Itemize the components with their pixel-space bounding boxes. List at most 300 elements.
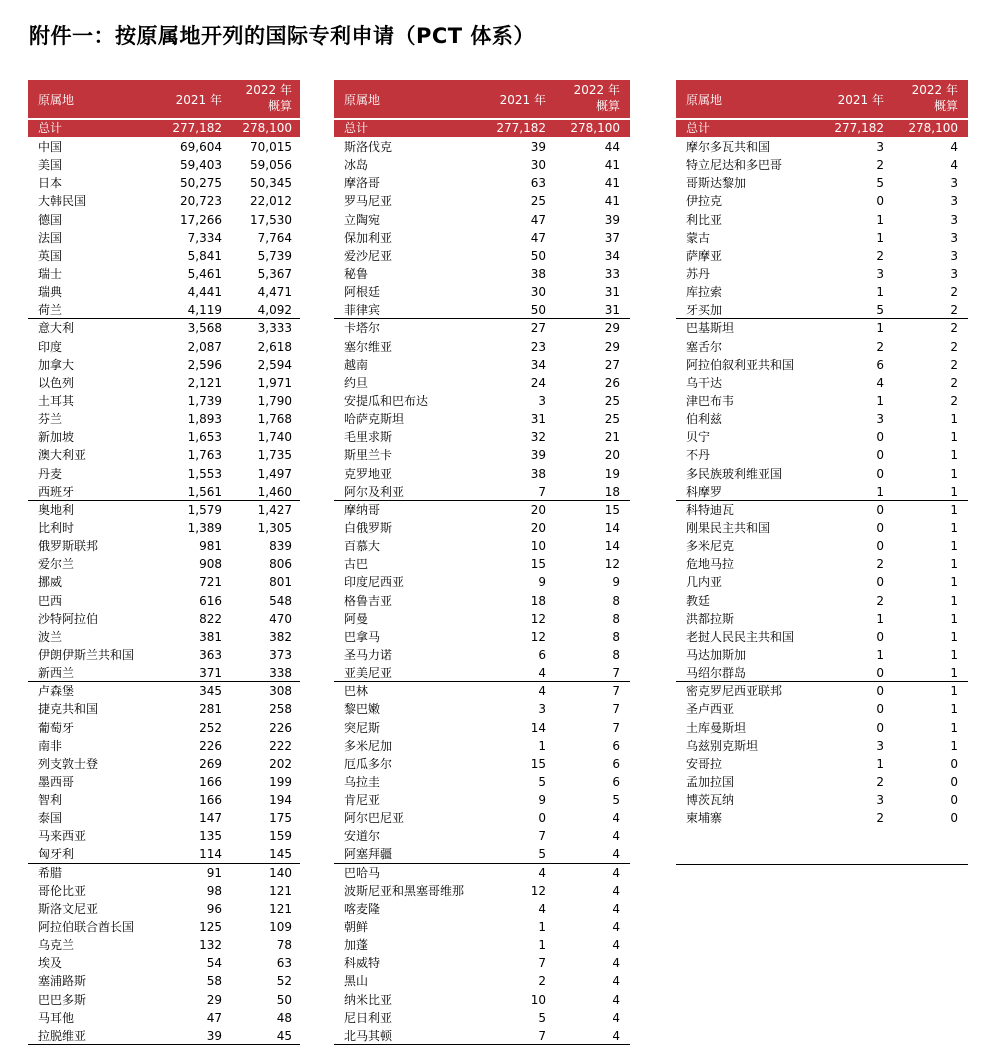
value-2022: 2,618 [257, 339, 292, 354]
value-2021: 3 [876, 738, 884, 753]
value-2021: 1 [876, 611, 884, 626]
table-row [334, 882, 630, 900]
origin-name: 瑞典 [38, 285, 63, 300]
value-2021: 32 [530, 430, 546, 445]
table-row [676, 664, 968, 682]
origin-name: 阿尔及利亚 [344, 484, 405, 499]
value-2022: 33 [604, 266, 620, 281]
origin-name: 立陶宛 [344, 212, 381, 227]
table-row [28, 972, 300, 990]
value-2022: 78 [276, 938, 292, 953]
table-row [676, 174, 968, 192]
header-2022 [574, 82, 620, 114]
origin-name: 哥斯达黎加 [686, 176, 747, 191]
pct-table-3 [676, 80, 968, 865]
value-2022: 4 [950, 158, 958, 173]
value-2021: 47 [530, 212, 546, 227]
value-2021: 20 [530, 520, 546, 535]
table-row [28, 991, 300, 1009]
value-2021: 0 [876, 520, 884, 535]
origin-name: 摩尔多瓦共和国 [686, 140, 771, 154]
origin-name: 法国 [38, 230, 63, 245]
table-row [28, 265, 300, 283]
value-2022: 2,594 [257, 357, 292, 372]
origin-name: 巴巴多斯 [38, 992, 87, 1007]
value-2021: 3 [538, 702, 546, 717]
origin-name: 比利时 [38, 520, 75, 535]
table-row [28, 410, 300, 428]
table-row [676, 519, 968, 537]
table-row [676, 610, 968, 628]
origin-name: 安提瓜和巴布达 [344, 393, 429, 408]
origin-name: 菲律宾 [344, 303, 381, 318]
origin-name: 牙买加 [686, 303, 723, 318]
value-2022: 4,471 [257, 285, 292, 300]
origin-name: 越南 [344, 357, 369, 372]
value-2022: 5,739 [257, 248, 292, 263]
origin-name: 黑山 [344, 974, 369, 989]
table-row [334, 682, 630, 700]
table-row [676, 156, 968, 174]
value-2021: 50 [530, 248, 546, 263]
origin-name: 巴林 [344, 684, 369, 699]
value-2022: 3 [950, 212, 958, 227]
table-row [676, 428, 968, 446]
origin-name: 埃及 [38, 956, 63, 971]
value-2022: 1 [950, 448, 958, 463]
origin-name: 智利 [38, 793, 63, 808]
value-2021: 4 [538, 666, 546, 681]
value-2022: 1 [950, 575, 958, 590]
origin-name: 阿曼 [344, 611, 369, 626]
value-2022: 41 [604, 194, 620, 209]
value-2022: 41 [604, 158, 620, 173]
value-2021: 0 [876, 666, 884, 681]
table-row [676, 211, 968, 229]
origin-name: 苏丹 [686, 266, 711, 281]
origin-name: 巴哈马 [344, 865, 381, 880]
origin-name: 美国 [38, 158, 63, 173]
value-2022: 1,305 [257, 520, 292, 535]
value-2021: 3 [876, 793, 884, 808]
pct-table-1 [28, 80, 300, 1045]
value-2022: 1,768 [257, 412, 292, 427]
value-2022: 19 [604, 466, 620, 481]
origin-name: 澳大利亚 [38, 448, 87, 463]
value-2021: 345 [199, 684, 222, 699]
table-row [676, 319, 968, 337]
value-2022: 1 [950, 611, 958, 626]
value-2022: 70,015 [250, 140, 292, 154]
table-row [334, 592, 630, 610]
table-row [28, 791, 300, 809]
total-label: 总计 [686, 121, 711, 135]
total-2021: 277,182 [172, 121, 222, 135]
header-2022 [912, 82, 958, 114]
value-2022: 801 [269, 575, 292, 590]
value-2021: 616 [199, 593, 222, 608]
value-2022: 1,740 [257, 430, 292, 445]
value-2022: 258 [269, 702, 292, 717]
table-row [28, 646, 300, 664]
origin-name: 冰岛 [344, 158, 369, 173]
value-2021: 4,441 [187, 285, 222, 300]
table-row [334, 211, 630, 229]
value-2022: 37 [604, 230, 620, 245]
origin-name: 匈牙利 [38, 847, 75, 862]
origin-name: 黎巴嫩 [344, 702, 381, 717]
total-2022: 278,100 [242, 121, 292, 135]
value-2021: 38 [530, 466, 546, 481]
table-row [676, 338, 968, 356]
table-row [28, 356, 300, 374]
header-2022-estimate: 概算 [933, 99, 958, 113]
table-body [676, 138, 968, 827]
table-row [676, 555, 968, 573]
origin-name: 乌干达 [686, 375, 723, 390]
total-row [28, 118, 300, 137]
table-row [334, 845, 630, 863]
table-row [676, 446, 968, 464]
value-2021: 1,653 [187, 430, 222, 445]
value-2021: 7 [538, 1028, 546, 1043]
origin-name: 阿拉伯联合酋长国 [38, 920, 135, 935]
table-row [28, 283, 300, 301]
value-2022: 1 [950, 593, 958, 608]
origin-name: 大韩民国 [38, 194, 87, 209]
value-2022: 4 [612, 920, 620, 935]
value-2021: 4 [876, 375, 884, 390]
origin-name: 哈萨克斯坦 [344, 412, 405, 427]
table-header [676, 80, 968, 118]
value-2021: 135 [199, 829, 222, 844]
value-2022: 199 [269, 774, 292, 789]
value-2021: 91 [206, 865, 222, 880]
origin-name: 乌克兰 [38, 938, 75, 953]
table-row [334, 991, 630, 1009]
origin-name: 特立尼达和多巴哥 [686, 158, 783, 173]
value-2022: 4 [612, 1010, 620, 1025]
value-2022: 1 [950, 684, 958, 699]
value-2021: 0 [876, 720, 884, 735]
value-2022: 5 [612, 793, 620, 808]
table-row [334, 773, 630, 791]
table-row [334, 174, 630, 192]
origin-name: 科特迪瓦 [686, 502, 735, 517]
table-row [334, 301, 630, 319]
table-row [28, 537, 300, 555]
origin-name: 危地马拉 [686, 557, 735, 572]
value-2021: 0 [876, 702, 884, 717]
value-2021: 1,579 [187, 502, 222, 517]
origin-name: 教廷 [686, 593, 711, 608]
value-2022: 6 [612, 738, 620, 753]
value-2022: 121 [269, 883, 292, 898]
value-2021: 96 [206, 901, 222, 916]
origin-name: 意大利 [38, 321, 75, 336]
value-2022: 1 [950, 466, 958, 481]
value-2022: 1,971 [257, 375, 292, 390]
table-row [334, 374, 630, 392]
table-row [334, 827, 630, 845]
table-row [28, 737, 300, 755]
origin-name: 芬兰 [38, 412, 63, 427]
value-2021: 24 [530, 375, 546, 390]
value-2021: 1 [876, 647, 884, 662]
value-2021: 7 [538, 829, 546, 844]
table-row [334, 483, 630, 501]
value-2021: 132 [199, 938, 222, 953]
origin-name: 巴基斯坦 [686, 321, 735, 336]
origin-name: 柬埔寨 [686, 811, 723, 826]
table-row [28, 374, 300, 392]
table-row [676, 646, 968, 664]
origin-name: 圣马力诺 [344, 647, 393, 662]
origin-name: 马耳他 [38, 1010, 75, 1025]
value-2022: 159 [269, 829, 292, 844]
table-row [28, 882, 300, 900]
origin-name: 阿根廷 [344, 285, 381, 300]
value-2021: 5 [876, 303, 884, 318]
value-2021: 20 [530, 502, 546, 517]
value-2022: 0 [950, 756, 958, 771]
value-2021: 226 [199, 738, 222, 753]
value-2021: 2 [538, 974, 546, 989]
value-2021: 2 [876, 557, 884, 572]
origin-name: 保加利亚 [344, 230, 393, 245]
origin-name: 老挝人民民主共和国 [686, 629, 795, 644]
total-2021: 277,182 [834, 121, 884, 135]
value-2021: 5 [538, 774, 546, 789]
value-2021: 4 [538, 684, 546, 699]
origin-name: 墨西哥 [38, 774, 75, 789]
table-row [676, 410, 968, 428]
value-2022: 14 [604, 539, 620, 554]
origin-name: 波斯尼亚和黑塞哥维那 [344, 883, 465, 898]
table-row [28, 628, 300, 646]
header-origin: 原属地 [344, 93, 381, 107]
value-2021: 1,739 [187, 393, 222, 408]
origin-name: 丹麦 [38, 466, 63, 481]
value-2021: 721 [199, 575, 222, 590]
origin-name: 新西兰 [38, 666, 75, 681]
table-row [334, 265, 630, 283]
value-2022: 373 [269, 647, 292, 662]
value-2021: 0 [876, 430, 884, 445]
value-2022: 6 [612, 756, 620, 771]
value-2022: 7 [612, 702, 620, 717]
value-2022: 25 [604, 393, 620, 408]
value-2022: 0 [950, 811, 958, 826]
table-row [676, 592, 968, 610]
value-2021: 1 [876, 321, 884, 336]
value-2022: 109 [269, 920, 292, 935]
value-2022: 52 [276, 974, 292, 989]
value-2021: 269 [199, 756, 222, 771]
origin-name: 加拿大 [38, 357, 75, 372]
table-row [28, 392, 300, 410]
value-2021: 0 [876, 194, 884, 209]
value-2022: 4 [612, 901, 620, 916]
value-2021: 1 [538, 920, 546, 935]
value-2022: 26 [604, 375, 620, 390]
origin-name: 英国 [38, 248, 63, 263]
origin-name: 乌拉圭 [344, 774, 381, 789]
value-2021: 1,389 [187, 520, 222, 535]
header-2022 [246, 82, 292, 114]
value-2022: 31 [604, 303, 620, 318]
table-row [334, 700, 630, 718]
table-row [676, 501, 968, 519]
value-2021: 50,275 [180, 176, 222, 191]
total-row [676, 118, 968, 137]
value-2021: 47 [530, 230, 546, 245]
origin-name: 安道尔 [344, 829, 381, 844]
value-2021: 54 [206, 956, 222, 971]
table-row [676, 229, 968, 247]
origin-name: 罗马尼亚 [344, 194, 393, 209]
value-2022: 7 [612, 720, 620, 735]
origin-name: 伯利兹 [686, 412, 723, 427]
value-2021: 0 [876, 539, 884, 554]
value-2021: 58 [206, 974, 222, 989]
value-2021: 281 [199, 702, 222, 717]
value-2022: 3 [950, 248, 958, 263]
value-2022: 2 [950, 393, 958, 408]
table-row [676, 301, 968, 319]
table-row [334, 356, 630, 374]
value-2021: 3 [876, 266, 884, 281]
origin-name: 朝鲜 [344, 920, 369, 935]
table-row [334, 446, 630, 464]
value-2021: 2 [876, 248, 884, 263]
value-2021: 10 [530, 992, 546, 1007]
table-row [28, 319, 300, 337]
value-2022: 175 [269, 811, 292, 826]
origin-name: 厄瓜多尔 [344, 756, 393, 771]
total-label: 总计 [38, 121, 63, 135]
table-row [676, 247, 968, 265]
value-2021: 2 [876, 593, 884, 608]
value-2022: 8 [612, 593, 620, 608]
table-row [334, 573, 630, 591]
value-2021: 371 [199, 666, 222, 681]
table-row [676, 483, 968, 501]
table-row [28, 845, 300, 863]
table-row [334, 664, 630, 682]
table-row [676, 809, 968, 827]
origin-name: 土库曼斯坦 [686, 720, 747, 735]
origin-name: 巴西 [38, 593, 63, 608]
table-row [334, 610, 630, 628]
value-2021: 0 [876, 575, 884, 590]
table-body [334, 138, 630, 1045]
value-2021: 29 [206, 992, 222, 1007]
value-2021: 98 [206, 883, 222, 898]
value-2021: 0 [876, 684, 884, 699]
value-2022: 50 [276, 992, 292, 1007]
origin-name: 摩纳哥 [344, 502, 381, 517]
value-2021: 6 [876, 357, 884, 372]
table-row [676, 700, 968, 718]
value-2021: 1,561 [187, 484, 222, 499]
table-row [334, 900, 630, 918]
table-row [28, 610, 300, 628]
origin-name: 斯洛文尼亚 [38, 901, 99, 916]
table-row [676, 392, 968, 410]
table-row [334, 646, 630, 664]
table-row [676, 283, 968, 301]
value-2021: 1,763 [187, 448, 222, 463]
value-2021: 7,334 [187, 230, 222, 245]
origin-name: 塞尔维亚 [344, 339, 393, 354]
origin-name: 亚美尼亚 [344, 666, 393, 681]
value-2022: 2 [950, 339, 958, 354]
value-2022: 1,460 [257, 484, 292, 499]
origin-name: 印度 [38, 339, 63, 354]
origin-name: 多米尼克 [686, 539, 735, 554]
value-2021: 59,403 [180, 158, 222, 173]
origin-name: 白俄罗斯 [344, 520, 393, 535]
value-2021: 908 [199, 557, 222, 572]
value-2021: 63 [530, 176, 546, 191]
table-row [334, 247, 630, 265]
value-2021: 2,596 [187, 357, 222, 372]
origin-name: 德国 [38, 212, 63, 227]
value-2021: 0 [876, 448, 884, 463]
value-2021: 5 [538, 1010, 546, 1025]
value-2022: 839 [269, 539, 292, 554]
value-2022: 7 [612, 684, 620, 699]
value-2021: 1 [876, 393, 884, 408]
value-2021: 12 [530, 629, 546, 644]
origin-name: 泰国 [38, 811, 63, 826]
origin-name: 南非 [38, 738, 63, 753]
value-2021: 14 [530, 720, 546, 735]
table-row [28, 664, 300, 682]
origin-name: 多民族玻利维亚国 [686, 466, 783, 481]
value-2022: 4 [612, 938, 620, 953]
value-2021: 0 [876, 502, 884, 517]
value-2021: 1 [876, 484, 884, 499]
origin-name: 马达加斯加 [686, 647, 747, 662]
header-2021: 2021 年 [499, 93, 546, 107]
value-2021: 2 [876, 158, 884, 173]
origin-name: 希腊 [38, 865, 63, 880]
value-2022: 548 [269, 593, 292, 608]
table-row [28, 573, 300, 591]
table-row [28, 936, 300, 954]
value-2022: 2 [950, 375, 958, 390]
value-2021: 3 [538, 393, 546, 408]
value-2021: 1 [876, 756, 884, 771]
origin-name: 纳米比亚 [344, 992, 393, 1007]
table-row [334, 338, 630, 356]
table-row [334, 319, 630, 337]
value-2021: 6 [538, 647, 546, 662]
value-2021: 27 [530, 321, 546, 336]
origin-name: 以色列 [38, 375, 75, 390]
value-2021: 38 [530, 266, 546, 281]
value-2022: 1 [950, 557, 958, 572]
value-2022: 4 [612, 974, 620, 989]
table-row [334, 501, 630, 519]
table-row [676, 628, 968, 646]
value-2022: 7,764 [257, 230, 292, 245]
value-2021: 2,121 [187, 375, 222, 390]
value-2022: 3 [950, 266, 958, 281]
value-2022: 222 [269, 738, 292, 753]
